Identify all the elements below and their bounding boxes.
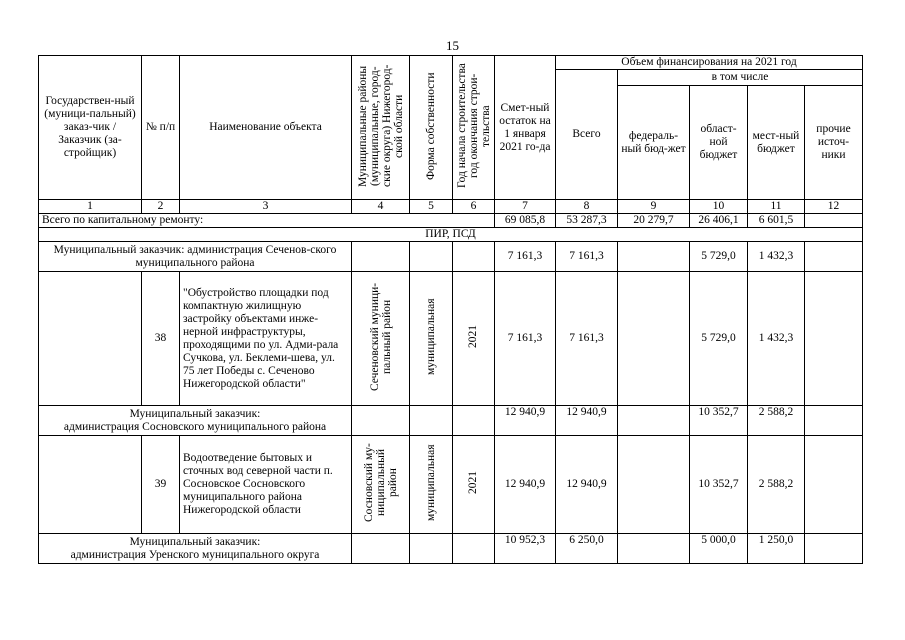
group-remainder: 7 161,3 [495,242,556,272]
object-ownership [410,436,453,534]
col-number: 1 [39,200,142,214]
header-ownership [410,56,453,200]
object-year [453,436,495,534]
total-remainder: 69 085,8 [495,214,556,228]
object-year-text: 2021 [467,325,479,348]
total-other [805,214,863,228]
group-customer-line: Муниципальный заказчик: [129,407,261,420]
col-number: 2 [142,200,180,214]
empty-cell [39,272,142,406]
empty-cell [410,406,453,436]
empty-cell [352,242,410,272]
object-remainder: 12 940,9 [495,436,556,534]
total-label: Всего по капитальному ремонту: [39,214,495,228]
empty-cell [453,406,495,436]
empty-cell [805,534,863,564]
object-year [453,272,495,406]
header-districts-text: Муниципальные районы (муниципальные, город-ские округа) Нижегород-ской области [356,64,405,187]
empty-cell [805,406,863,436]
empty-cell [352,534,410,564]
group-total: 12 940,9 [556,406,618,436]
group-total: 7 161,3 [556,242,618,272]
object-regional: 5 729,0 [690,272,748,406]
header-ownership-text: Форма собственности [425,71,437,180]
group-total: 6 250,0 [556,534,618,564]
group-customer: Муниципальный заказчик: администрация Сеченов-ского муниципального района [39,242,352,272]
group-customer [39,534,352,564]
empty-cell [618,534,690,564]
object-num: 39 [142,436,180,534]
group-customer-line: администрация Уренского муниципального округа [70,548,320,561]
group-customer-line: Муниципальный заказчик: [129,535,261,548]
empty-cell [453,242,495,272]
group-customer-row [39,406,863,436]
col-number: 11 [748,200,805,214]
group-regional: 5 000,0 [690,534,748,564]
col-number: 10 [690,200,748,214]
object-district [352,436,410,534]
group-local: 2 588,2 [748,406,805,436]
header-other: прочие источ-ники [805,86,863,200]
object-row [39,272,863,406]
header-customer: Государствен-ный (муници-пальный) заказ-чик / Заказчик (за-стройщик) [39,56,142,200]
empty-cell [618,272,690,406]
empty-cell [805,272,863,406]
group-remainder: 10 952,3 [495,534,556,564]
col-number: 3 [180,200,352,214]
page-number: 15 [446,38,459,53]
total-regional: 26 406,1 [690,214,748,228]
object-year-text: 2021 [467,471,479,494]
empty-cell [352,406,410,436]
object-ownership [410,272,453,406]
group-remainder: 12 940,9 [495,406,556,436]
object-total: 7 161,3 [556,272,618,406]
object-ownership-text: муниципальная [425,444,437,521]
header-object-name: Наименование объекта [180,56,352,200]
object-regional: 10 352,7 [690,436,748,534]
header-total: Всего [556,70,618,200]
empty-cell [618,436,690,534]
group-customer-line: администрация Сосновского муниципального района [63,420,327,433]
header-funding-group: Объем финансирования на 2021 год [556,56,863,70]
col-number: 12 [805,200,863,214]
header-num: № п/п [142,56,180,200]
object-total: 12 940,9 [556,436,618,534]
header-districts [352,56,410,200]
object-remainder: 7 161,3 [495,272,556,406]
empty-cell [805,436,863,534]
header-years-text: Год начала строительства год окончания строи-тельства [455,63,492,188]
total-row [39,214,863,228]
col-number: 8 [556,200,618,214]
object-num: 38 [142,272,180,406]
group-local: 1 432,3 [748,242,805,272]
header-remainder: Смет-ный остаток на 1 января 2021 го-да [495,56,556,200]
empty-cell [39,436,142,534]
object-ownership-text: муниципальная [425,298,437,375]
object-district-text: Сеченовский муници-пальный район [368,282,393,391]
header-years [453,56,495,200]
object-name: "Обустройство площадки под компактную жилищную застройку объектами инже-нерной инфраструктуры, проходящими по ул. Адми-рала Сучкова, ул. Беклеми-шева, ул. 75 лет Победы с. Сеченово Нижегородской области" [180,272,352,406]
header-including: в том числе [618,70,863,86]
object-local: 2 588,2 [748,436,805,534]
financing-table [38,55,863,564]
header-regional: област-ной бюджет [690,86,748,200]
object-district [352,272,410,406]
empty-cell [410,242,453,272]
col-number: 4 [352,200,410,214]
total-federal: 20 279,7 [618,214,690,228]
col-number: 5 [410,200,453,214]
empty-cell [618,406,690,436]
group-local: 1 250,0 [748,534,805,564]
object-row [39,436,863,534]
empty-cell [410,534,453,564]
col-number: 6 [453,200,495,214]
column-numbers-row [39,200,863,214]
empty-cell [805,242,863,272]
section-title: ПИР, ПСД [39,228,863,242]
empty-cell [453,534,495,564]
object-district-text: Сосновский му-ниципальный район [362,443,399,522]
group-customer-row [39,242,863,272]
group-regional: 5 729,0 [690,242,748,272]
header-local: мест-ный бюджет [748,86,805,200]
object-name: Водоотведение бытовых и сточных вод северной части п. Сосновское Сосновского муниципального района Нижегородской области [180,436,352,534]
empty-cell [618,242,690,272]
group-customer-row [39,534,863,564]
header-federal: федераль-ный бюд-жет [618,86,690,200]
object-local: 1 432,3 [748,272,805,406]
group-regional: 10 352,7 [690,406,748,436]
col-number: 7 [495,200,556,214]
total-total: 53 287,3 [556,214,618,228]
group-customer [39,406,352,436]
col-number: 9 [618,200,690,214]
total-local: 6 601,5 [748,214,805,228]
